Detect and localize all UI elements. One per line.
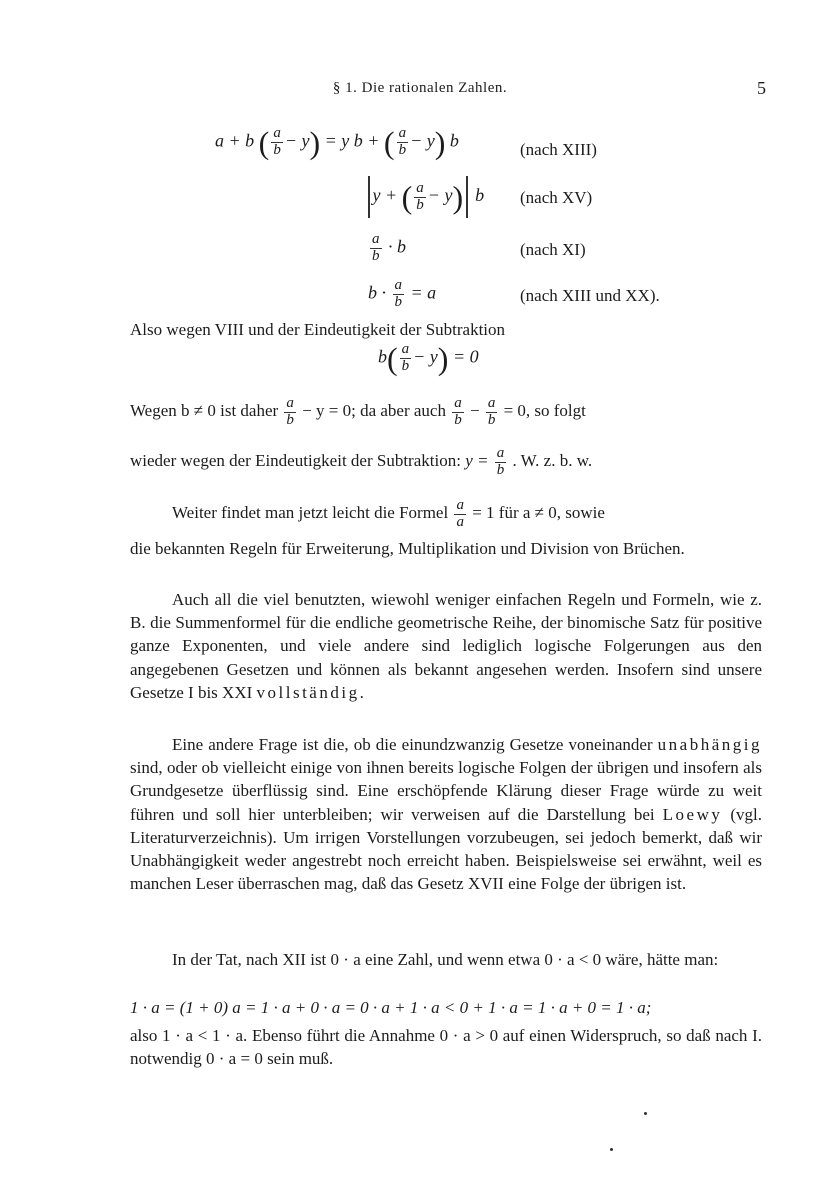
paragraph-4-end: also 1 · a < 1 · a. Ebenso führt die Annahme 0 · a > 0 auf einen Widerspruch, so daß nach I. notwendig 0 · a = 0 sein muß. (130, 1026, 762, 1069)
fraction: $\frac{a}{b}$ (416, 179, 424, 213)
text-line: wieder wegen der Eindeutigkeit der Subtraktion: y = $\frac{a}{b}$ . W. z. b. w. (130, 445, 593, 478)
fraction: $\frac{a}{b}$ (273, 125, 281, 158)
fraction: $\frac{a}{b}$ (487, 395, 496, 428)
paragraph-3: Eine andere Frage ist die, ob die einundzwanzig Gesetze voneinander unabhängig sind, oder ob vielleicht einige von ihnen bereits logische Folgen der übrigen und insofern als Grundgesetze überflüssig sind. Eine erschöpfende Klärung dieser Frage würde zu weit führen und soll hier unterbleiben; wir verweisen auf die Darstellung bei Loewy (vgl. Literaturverzeichnis). Um irrigen Vorstellungen vorzubeugen, sei jedoch bemerkt, daß wir Unabhängigkeit weder angestrebt noch erreicht haben. Beispielsweise sei erwähnt, weil es manchen Leser überraschen mag, daß das Gesetz XVII eine Folge der übrigen ist. (130, 735, 763, 894)
text-line: Wegen b ≠ 0 ist daher $\frac{a}{b}$ − y = 0; da aber auch $\frac{a}{b}$ − $\frac{a}{b}$ = 0, so folgt (130, 395, 586, 428)
running-header (0, 80, 840, 104)
text-line: Weiter findet man jetzt leicht die Formel $\frac{a}{a}$ = 1 für a ≠ 0, sowie (172, 497, 605, 530)
speck (644, 1112, 647, 1115)
fraction: $\frac{a}{b}$ (398, 125, 407, 158)
reference-note: (nach XIII) (520, 140, 597, 159)
reference-note: (nach XI) (520, 240, 586, 259)
fraction: $\frac{a}{a}$ (456, 497, 464, 530)
fraction: $\frac{a}{b}$ (401, 341, 410, 374)
paragraph-1: die bekannten Regeln für Erweiterung, Multiplikation und Division von Brüchen. (130, 539, 685, 558)
fraction: $\frac{a}{b}$ (454, 395, 462, 428)
section-title: § 1. Die rationalen Zahlen. (332, 80, 508, 96)
fraction: $\frac{a}{b}$ (394, 277, 402, 310)
equation-chain: 1 · a = (1 + 0) a = 1 · a + 0 · a = 0 · a + 1 · a < 0 + 1 · a = 1 · a + 0 = 1 · a; (130, 998, 652, 1017)
reference-note: (nach XV) (520, 188, 593, 207)
speck (610, 1148, 613, 1151)
equation-line-1: a + b ( $\frac{a}{b}$ − y) = y b + ( $\frac{a}{b}$ − y) b (215, 124, 459, 161)
equation-line-2: y + ( $\frac{a}{b}$ − y) b (365, 176, 484, 218)
text-line: Also wegen VIII und der Eindeutigkeit der Subtraktion (130, 320, 506, 339)
paragraph-2: Auch all die viel benutzten, wiewohl weniger einfachen Regeln und Formeln, wie z. B. die Summenformel für die endliche geometrische Reihe, der binomische Satz für positive ganze Exponenten, und viele andere sind lediglich logische Folgerungen aus den angegebenen Gesetzen und können als bekannt angesehen werden. Insofern sind unsere Gesetze I bis XXI vollständig. (130, 590, 762, 702)
fraction: $\frac{a}{b}$ (372, 231, 380, 264)
fraction: $\frac{a}{b}$ (286, 395, 294, 428)
fraction: $\frac{a}{b}$ (496, 445, 505, 478)
equation-line-4: b · $\frac{a}{b}$ = a (368, 277, 437, 310)
paragraph-4: In der Tat, nach XII ist 0 · a eine Zahl, und wenn etwa 0 · a < 0 wäre, hätte man: (172, 950, 719, 969)
equation-line-3: $\frac{a}{b}$ · b (372, 231, 406, 264)
reference-note: (nach XIII und XX). (520, 286, 660, 305)
equation-line-5: b( $\frac{a}{b}$ − y) = 0 (378, 340, 479, 377)
page-number: 5 (757, 78, 766, 98)
